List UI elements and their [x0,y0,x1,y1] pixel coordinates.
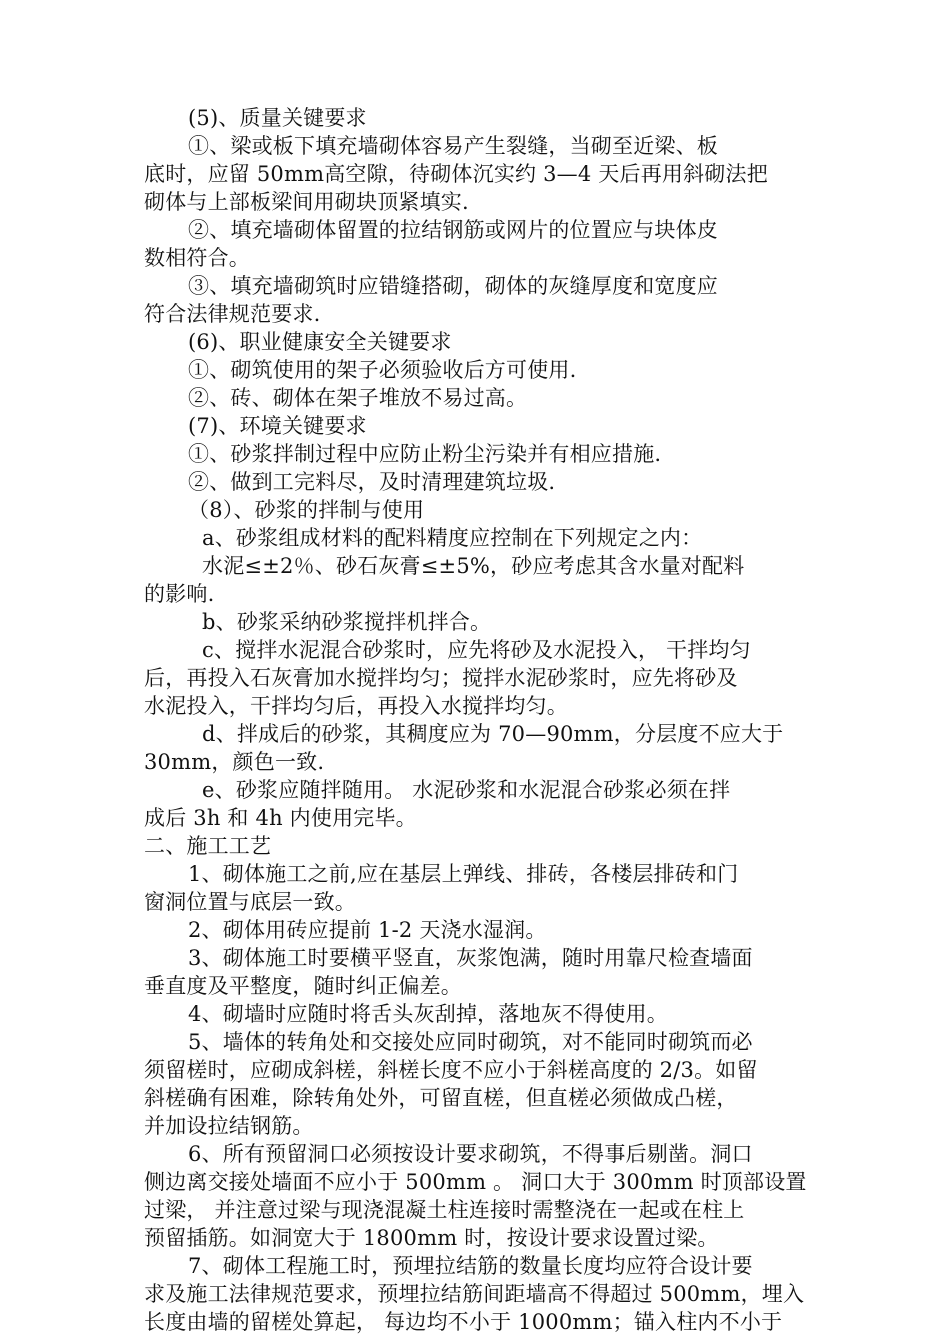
text-line: ①、砌筑使用的架子必须验收后方可使用. [188,358,577,382]
text-line: 斜槎确有困难，除转角处外，可留直槎，但直槎必须做成凸槎， [144,1086,738,1110]
text-line: ③、填充墙砌筑时应错缝搭砌，砌体的灰缝厚度和宽度应 [188,274,718,298]
text-line: 6、所有预留洞口必须按设计要求砌筑，不得事后剔凿。洞口 [188,1142,753,1166]
text-line: 并加设拉结钢筋。 [144,1114,314,1138]
text-line: 底时，应留 50mm高空隙，待砌体沉实约 3—4 天后再用斜砌法把 [144,162,768,186]
text-line: b、砂浆采纳砂浆搅拌机拌合。 [202,610,492,634]
text-line: 求及施工法律规范要求，预埋拉结筋间距墙高不得超过 500mm，埋入 [144,1282,805,1306]
text-line: 7、砌体工程施工时，预埋拉结筋的数量长度均应符合设计要 [188,1254,753,1278]
text-line: 水泥投入，干拌均匀后，再投入水搅拌均匀。 [144,694,568,718]
text-line: ②、做到工完料尽，及时清理建筑垃圾. [188,470,556,494]
text-line: ②、砖、砌体在架子堆放不易过高。 [188,386,528,410]
text-line: 窗洞位置与底层一致。 [144,890,356,914]
text-line: ②、填充墙砌体留置的拉结钢筋或网片的位置应与块体皮 [188,218,718,242]
text-line: 5、墙体的转角处和交接处应同时砌筑，对不能同时砌筑而必 [188,1030,753,1054]
text-line: (7)、环境关键要求 [188,414,367,438]
text-line: 成后 3h 和 4h 内使用完毕。 [144,806,417,830]
text-line: 砌体与上部板梁间用砌块顶紧填实. [144,190,469,214]
text-line: ①、砂浆拌制过程中应防止粉尘污染并有相应措施. [188,442,662,466]
text-line: 3、砌体施工时要横平竖直，灰浆饱满，随时用靠尺检查墙面 [188,946,753,970]
text-line: d、拌成后的砂浆，其稠度应为 70—90mm，分层度不应大于 [202,722,784,746]
text-line: 侧边离交接处墙面不应小于 500mm 。 洞口大于 300mm 时顶部设置 [144,1170,807,1194]
text-line: 的影响. [144,582,215,606]
text-line: 水泥≤±2％、砂石灰膏≤±5%，砂应考虑其含水量对配料 [202,554,745,578]
text-line: ①、梁或板下填充墙砌体容易产生裂缝，当砌至近梁、板 [188,134,718,158]
text-line: 须留槎时，应砌成斜槎，斜槎长度不应小于斜槎高度的 2/3。如留 [144,1058,758,1082]
text-line: e、砂浆应随拌随用。 水泥砂浆和水泥混合砂浆必须在拌 [202,778,731,802]
text-line: 30mm，颜色一致. [144,750,325,774]
text-line: 数相符合。 [144,246,250,270]
text-line: 垂直度及平整度，随时纠正偏差。 [144,974,462,998]
text-line: 4、砌墙时应随时将舌头灰刮掉，落地灰不得使用。 [188,1002,668,1026]
text-line: 长度由墙的留槎处算起， 每边均不小于 1000mm；锚入柱内不小于 [144,1310,783,1334]
text-line: 后，再投入石灰膏加水搅拌均匀；搅拌水泥砂浆时，应先将砂及 [144,666,738,690]
text-line: 预留插筋。如洞宽大于 1800mm 时，按设计要求设置过梁。 [144,1226,719,1250]
text-line: 1、砌体施工之前,应在基层上弹线、排砖，各楼层排砖和门 [188,862,739,886]
text-line: (5)、质量关键要求 [188,106,367,130]
text-line: 符合法律规范要求. [144,302,321,326]
text-line: (6)、职业健康安全关键要求 [188,330,452,354]
text-line: 二、施工工艺 [144,834,272,858]
text-line: c、搅拌水泥混合砂浆时，应先将砂及水泥投入， 干拌均匀 [202,638,751,662]
text-line: 过梁， 并注意过梁与现浇混凝土柱连接时需整浇在一起或在柱上 [144,1198,745,1222]
text-line: a、砂浆组成材料的配料精度应控制在下列规定之内： [202,526,703,550]
text-line: （8）、砂浆的拌制与使用 [188,498,425,522]
text-line: 2、砌体用砖应提前 1-2 天浇水湿润。 [188,918,547,942]
